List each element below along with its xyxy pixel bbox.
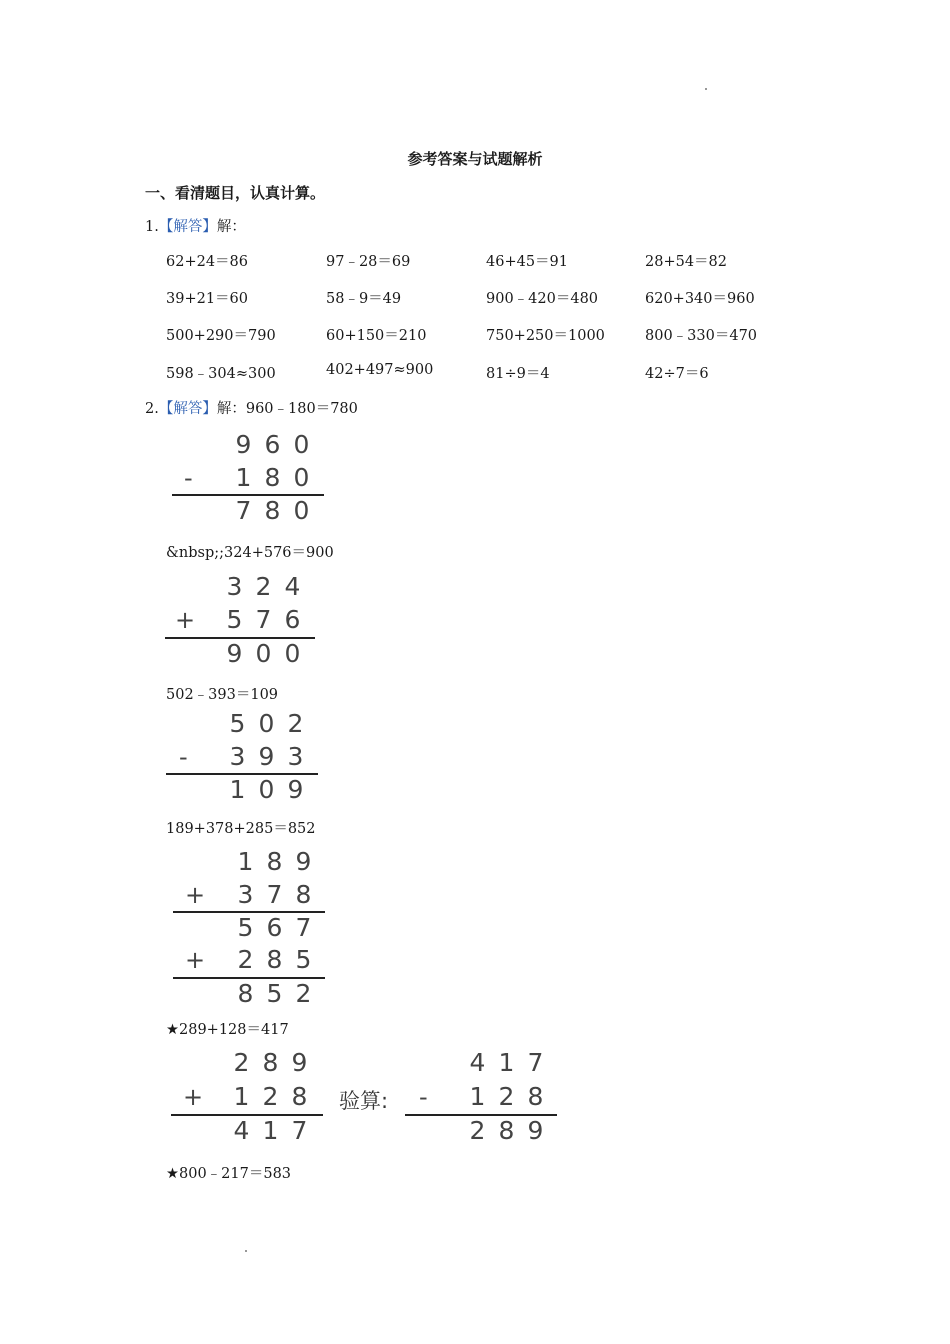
calc-row-result: 4 1 7 [233, 1116, 308, 1145]
calc-row-top: 9 6 0 [235, 430, 310, 459]
vertical-calc-5 [171, 1048, 326, 1148]
page-mark-dot [245, 1250, 247, 1252]
q2-equation-5: ★289+128＝417 [166, 1022, 289, 1038]
q2-number: 2. [145, 401, 159, 417]
calc-row-top: 3 2 4 [226, 572, 301, 601]
plus-sign: + [183, 1083, 204, 1111]
q2-equation-4: 189+378+285＝852 [166, 821, 316, 837]
page-mark-dot [705, 88, 707, 90]
q1-eq: 42÷7＝6 [645, 366, 709, 382]
vertical-calc-1 [172, 430, 327, 530]
calc-row-result: 1 0 9 [229, 775, 304, 804]
q1-eq: 62+24＝86 [166, 254, 249, 270]
q2-equation-1: 960﹣180＝780 [245, 401, 358, 417]
calc-row-result: 9 0 0 [226, 639, 301, 668]
q2-header [145, 397, 358, 418]
calc-row-mid: 5 7 6 [226, 605, 301, 634]
minus-sign: - [179, 743, 188, 771]
q1-eq: 97﹣28＝69 [326, 254, 411, 270]
calc-row-2: 3 7 8 [237, 880, 312, 909]
calc-row-top: 5 0 2 [229, 709, 304, 738]
q1-eq: 28+54＝82 [645, 254, 728, 270]
q1-eq: 500+290＝790 [166, 328, 276, 344]
q1-eq: 402+497≈900 [326, 362, 434, 378]
calc-row-4: 2 8 5 [237, 945, 312, 974]
calc-row-mid: 1 2 8 [233, 1082, 308, 1111]
vertical-calc-4 [173, 847, 328, 1012]
plus-sign: + [175, 606, 196, 634]
calc-row-1: 1 8 9 [237, 847, 312, 876]
q1-answer-tag: 【解答】 [158, 219, 217, 235]
calc-row-mid: 3 9 3 [229, 742, 304, 771]
q1-eq: 750+250＝1000 [486, 328, 605, 344]
calc-row-top: 2 8 9 [233, 1048, 308, 1077]
q1-eq: 60+150＝210 [326, 328, 427, 344]
q2-equation-3: 502﹣393＝109 [166, 687, 279, 703]
section-heading: 一、看清题目，认真计算。 [145, 184, 326, 202]
q1-eq: 46+45＝91 [486, 254, 569, 270]
q1-prefix: 解： [216, 219, 246, 235]
vertical-calc-verify [405, 1048, 560, 1148]
q2-equation-2: &nbsp;;324+576＝900 [166, 545, 334, 561]
q1-eq: 620+340＝960 [645, 291, 755, 307]
calc-row-3: 5 6 7 [237, 913, 312, 942]
calc-row-mid: 1 2 8 [469, 1082, 544, 1111]
calc-row-result: 7 8 0 [235, 496, 310, 525]
calc-row-top: 4 1 7 [469, 1048, 544, 1077]
minus-sign: - [184, 464, 193, 492]
plus-sign: + [185, 946, 206, 974]
minus-sign: - [419, 1083, 428, 1111]
page-title: 参考答案与试题解析 [407, 150, 543, 168]
q1-header [145, 215, 246, 236]
plus-sign: + [185, 881, 206, 909]
q2-answer-tag: 【解答】 [158, 401, 217, 417]
q1-eq: 900﹣420＝480 [486, 291, 599, 307]
calc-row-result: 8 5 2 [237, 979, 312, 1008]
calc-row-mid: 1 8 0 [235, 463, 310, 492]
verify-label: 验算: [339, 1089, 389, 1113]
q2-prefix: 解： [216, 401, 246, 417]
q1-eq: 39+21＝60 [166, 291, 249, 307]
q1-eq: 800﹣330＝470 [645, 328, 758, 344]
calc-row-result: 2 8 9 [469, 1116, 544, 1145]
q1-number: 1. [145, 219, 159, 235]
q1-eq: 81÷9＝4 [486, 366, 550, 382]
q1-eq: 58﹣9＝49 [326, 291, 402, 307]
q2-equation-6: ★800﹣217＝583 [166, 1166, 292, 1182]
vertical-calc-2 [165, 572, 320, 672]
vertical-calc-3 [166, 709, 321, 809]
q1-eq: 598﹣304≈300 [166, 366, 276, 382]
